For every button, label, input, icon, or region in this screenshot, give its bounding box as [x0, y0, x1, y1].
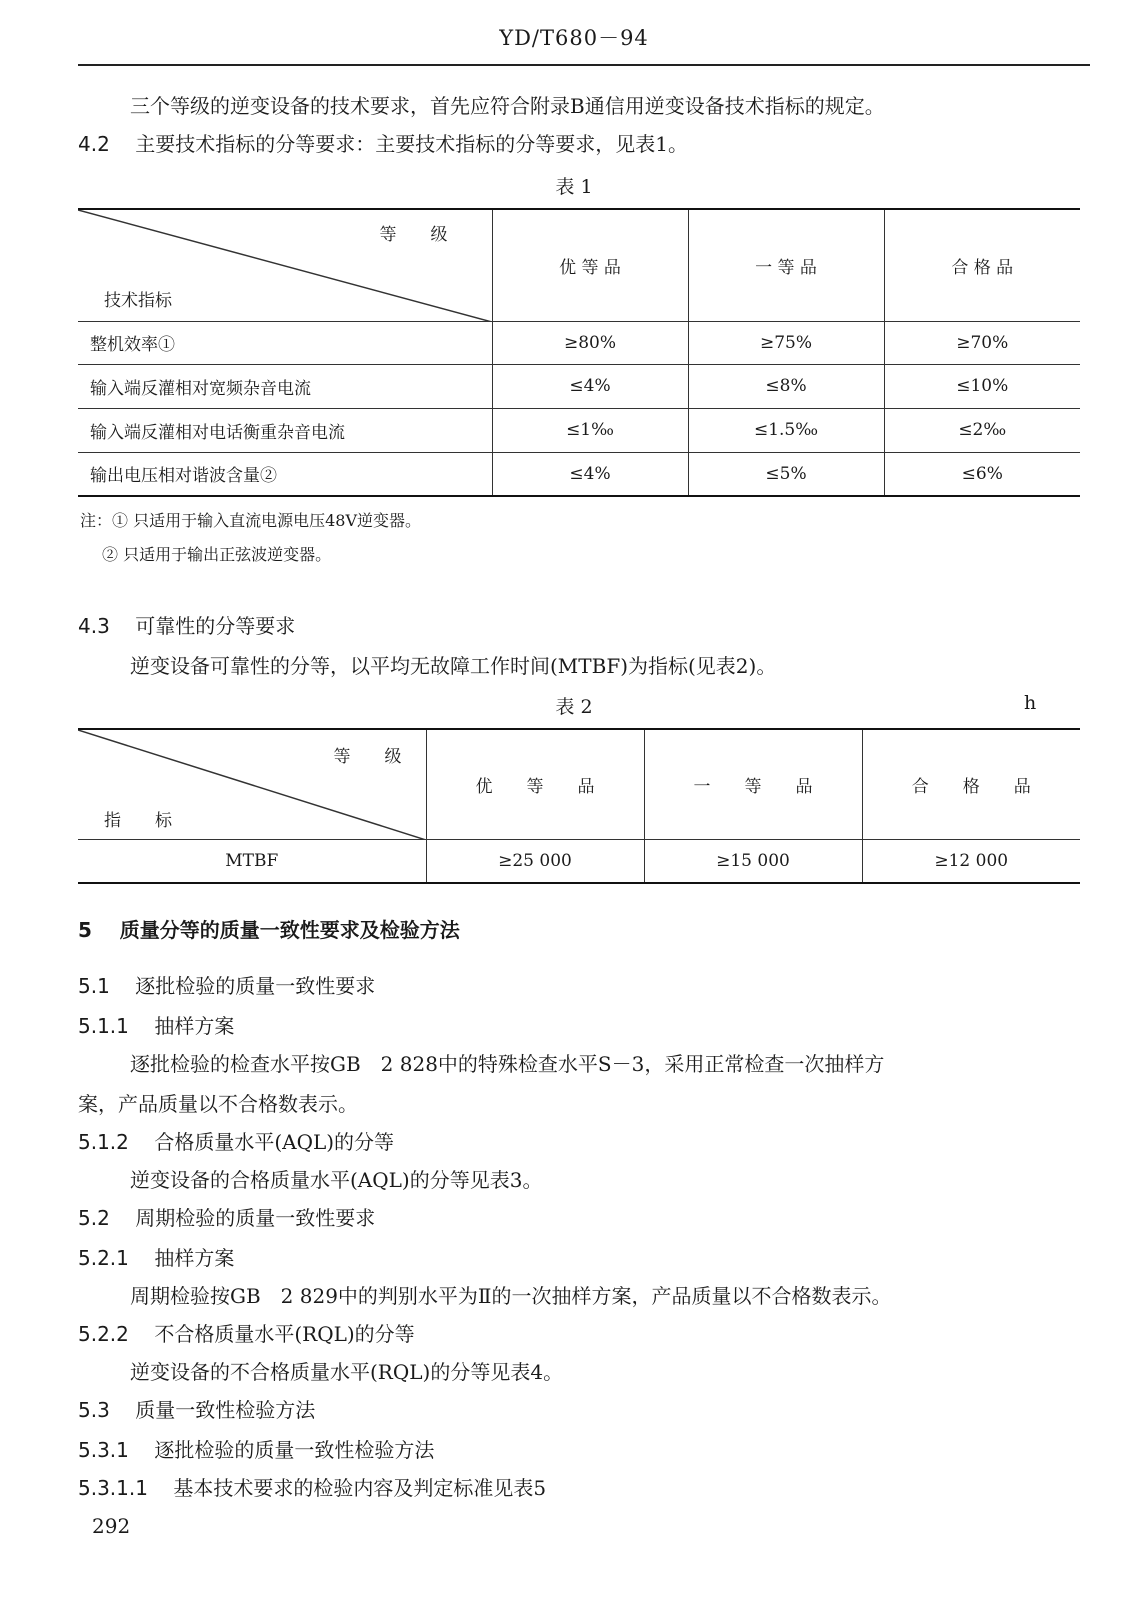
table2-grade-header: 一 等 品 — [644, 729, 862, 839]
table-2 — [78, 728, 1080, 884]
section-title: 不合格质量水平(RQL)的分等 — [154, 1322, 415, 1346]
table1-cell: ≥75% — [688, 321, 884, 364]
table1-row-label: 输出电压相对谐波含量② — [78, 452, 492, 496]
table2-cell: ≥12 000 — [862, 839, 1080, 883]
section-title: 质量分等的质量一致性要求及检验方法 — [119, 918, 460, 942]
section-5-3-1 — [78, 1436, 434, 1464]
table1-caption: 表 1 — [555, 176, 593, 198]
table2-grade-header: 优 等 品 — [426, 729, 644, 839]
section-4-3 — [78, 612, 295, 640]
table1-grade-header: 一 等 品 — [688, 209, 884, 321]
table-row — [78, 839, 1080, 883]
table1-corner-cell — [78, 209, 492, 321]
table1-cell: ≤8% — [688, 364, 884, 408]
table1-note-1: 注：① 只适用于输入直流电源电压48V逆变器。 — [80, 511, 422, 530]
table-row — [78, 408, 1080, 452]
table1-grade-header: 优 等 品 — [492, 209, 688, 321]
section-number: 5.3.1 — [78, 1438, 129, 1462]
table-row — [78, 321, 1080, 364]
table1-cell: ≤5% — [688, 452, 884, 496]
section-number: 4.3 — [78, 614, 110, 638]
page-number: 292 — [92, 1514, 131, 1538]
table1-cell: ≤10% — [884, 364, 1080, 408]
table-row — [78, 364, 1080, 408]
table1-row-label: 输入端反灌相对电话衡重杂音电流 — [78, 408, 492, 452]
section-number: 5 — [78, 918, 92, 942]
section-5-3 — [78, 1396, 315, 1424]
table1-corner-top: 等 级 — [379, 225, 448, 245]
section-title: 合格质量水平(AQL)的分等 — [154, 1130, 395, 1154]
section-title: 抽样方案 — [154, 1014, 235, 1038]
section-5-1-1-text-2: 案，产品质量以不合格数表示。 — [78, 1092, 358, 1116]
section-5-2-1-text: 周期检验按GB 2 829中的判别水平为Ⅱ的一次抽样方案，产品质量以不合格数表示。 — [130, 1284, 892, 1308]
table1-row-label: 整机效率① — [78, 321, 492, 364]
section-title: 逐批检验的质量一致性检验方法 — [154, 1438, 435, 1462]
section-number: 5.1 — [78, 974, 110, 998]
section-5-3-1-1 — [78, 1474, 546, 1502]
document-code-header: YD/T680－94 — [499, 26, 649, 50]
section-5-2-2 — [78, 1320, 415, 1348]
table1-cell: ≤1‰ — [492, 408, 688, 452]
table2-corner-cell — [78, 729, 426, 839]
section-5-1-2-text: 逆变设备的合格质量水平(AQL)的分等见表3。 — [130, 1168, 543, 1192]
header-rule — [78, 64, 1090, 66]
section-text: 主要技术指标的分等要求：主要技术指标的分等要求，见表1。 — [135, 132, 688, 156]
section-5-1-1 — [78, 1012, 234, 1040]
section-5-heading — [78, 916, 460, 944]
section-5-2 — [78, 1204, 375, 1232]
table2-cell: ≥25 000 — [426, 839, 644, 883]
section-number: 5.1.2 — [78, 1130, 129, 1154]
section-5-1-2 — [78, 1128, 394, 1156]
table2-unit: h — [1024, 692, 1037, 714]
table2-cell: ≥15 000 — [644, 839, 862, 883]
table-1 — [78, 208, 1080, 497]
section-5-1 — [78, 972, 375, 1000]
table1-cell: ≥70% — [884, 321, 1080, 364]
section-5-2-1 — [78, 1244, 234, 1272]
section-title: 可靠性的分等要求 — [135, 614, 296, 638]
section-title: 周期检验的质量一致性要求 — [135, 1206, 376, 1230]
table1-corner-bottom: 技术指标 — [104, 290, 172, 311]
table2-row-label: MTBF — [78, 839, 426, 883]
section-title: 质量一致性检验方法 — [135, 1398, 316, 1422]
section-number: 4.2 — [78, 132, 110, 156]
intro-paragraph: 三个等级的逆变设备的技术要求，首先应符合附录B通信用逆变设备技术指标的规定。 — [130, 94, 885, 118]
table2-corner-bottom: 指 标 — [104, 810, 172, 831]
section-number: 5.1.1 — [78, 1014, 129, 1038]
section-5-1-1-text-1: 逐批检验的检查水平按GB 2 828中的特殊检查水平S－3，采用正常检查一次抽样方 — [130, 1052, 885, 1076]
section-number: 5.3 — [78, 1398, 110, 1422]
section-number: 5.2.1 — [78, 1246, 129, 1270]
section-number: 5.2.2 — [78, 1322, 129, 1346]
section-title: 逐批检验的质量一致性要求 — [135, 974, 376, 998]
table1-cell: ≥80% — [492, 321, 688, 364]
section-4-3-text: 逆变设备可靠性的分等，以平均无故障工作时间(MTBF)为指标(见表2)。 — [130, 654, 777, 678]
section-number: 5.3.1.1 — [78, 1476, 148, 1500]
table2-grade-header: 合 格 品 — [862, 729, 1080, 839]
section-title: 抽样方案 — [154, 1246, 235, 1270]
table1-row-label: 输入端反灌相对宽频杂音电流 — [78, 364, 492, 408]
section-5-2-2-text: 逆变设备的不合格质量水平(RQL)的分等见表4。 — [130, 1360, 564, 1384]
table1-cell: ≤1.5‰ — [688, 408, 884, 452]
table2-corner-top: 等 级 — [333, 747, 402, 767]
table1-cell: ≤2‰ — [884, 408, 1080, 452]
section-number: 5.2 — [78, 1206, 110, 1230]
table1-grade-header: 合 格 品 — [884, 209, 1080, 321]
table1-cell: ≤6% — [884, 452, 1080, 496]
section-title: 基本技术要求的检验内容及判定标准见表5 — [173, 1476, 547, 1500]
section-4-2 — [78, 130, 688, 158]
table1-note-2: ② 只适用于输出正弦波逆变器。 — [102, 545, 332, 564]
table1-cell: ≤4% — [492, 452, 688, 496]
table1-cell: ≤4% — [492, 364, 688, 408]
table2-caption: 表 2 — [555, 696, 593, 718]
table-row — [78, 452, 1080, 496]
